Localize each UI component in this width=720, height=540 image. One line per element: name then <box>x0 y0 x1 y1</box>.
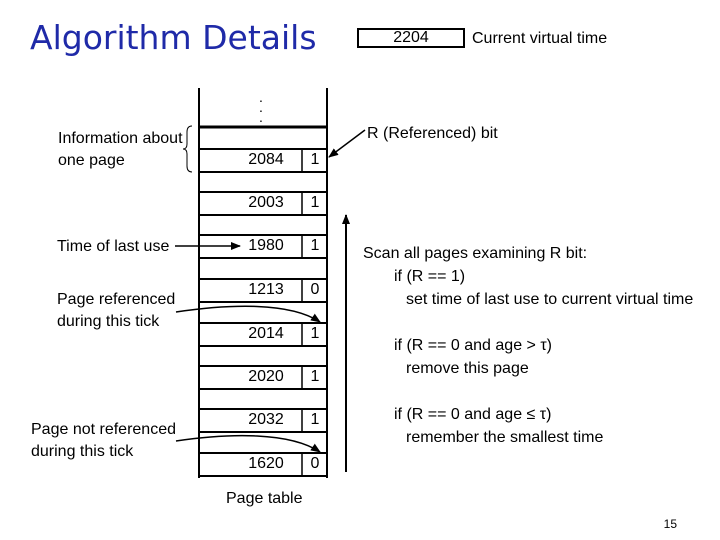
page-not-referenced-arrow <box>176 436 320 452</box>
row-4-time: 1213 <box>248 281 284 298</box>
row-5-r-bit: 1 <box>310 325 320 342</box>
row-5-time: 2014 <box>248 325 284 342</box>
condition-r-equals-1: if (R == 1) <box>394 268 466 285</box>
page-number: 15 <box>663 517 677 531</box>
r-bit-label: R (Referenced) bit <box>367 125 498 142</box>
row-4-r-bit: 0 <box>310 281 320 298</box>
condition-r0-age-greater: if (R == 0 and age > τ) <box>394 337 552 354</box>
page-table-caption: Page table <box>226 490 303 507</box>
action-remember-smallest: remember the smallest time <box>406 429 604 446</box>
row-1-r-bit: 1 <box>310 151 320 168</box>
row-8-r-bit: 0 <box>310 455 320 472</box>
scan-instruction: Scan all pages examining R bit: <box>363 245 588 262</box>
page-referenced-arrow <box>176 306 320 322</box>
page-referenced-label-line2: during this tick <box>57 313 160 330</box>
current-virtual-time-label: Current virtual time <box>472 30 608 47</box>
current-virtual-time-value: 2204 <box>357 28 465 48</box>
row-7-r-bit: 1 <box>310 411 320 428</box>
row-2-r-bit: 1 <box>310 194 320 211</box>
table-continuation-dots: . . . <box>259 89 263 125</box>
page-not-referenced-label-line2: during this tick <box>31 443 134 460</box>
row-3-r-bit: 1 <box>310 237 320 254</box>
action-set-time: set time of last use to current virtual time <box>406 291 694 308</box>
condition-r0-age-less-equal: if (R == 0 and age ≤ τ) <box>394 406 552 423</box>
row-7-time: 2032 <box>248 411 284 428</box>
action-remove-page: remove this page <box>406 360 529 377</box>
row-3-time: 1980 <box>248 237 284 254</box>
time-last-use-label: Time of last use <box>57 238 170 255</box>
row-8-time: 1620 <box>248 455 284 472</box>
info-about-page-label-line2: one page <box>58 152 125 169</box>
slide-title: Algorithm Details <box>30 18 317 57</box>
page-not-referenced-label-line1: Page not referenced <box>31 421 176 438</box>
info-brace <box>183 126 192 172</box>
r-bit-arrow <box>329 130 365 157</box>
row-6-r-bit: 1 <box>310 368 320 385</box>
page-referenced-label-line1: Page referenced <box>57 291 176 308</box>
info-about-page-label-line1: Information about <box>58 130 183 147</box>
row-1-time: 2084 <box>248 151 284 168</box>
row-2-time: 2003 <box>248 194 284 211</box>
row-6-time: 2020 <box>248 368 284 385</box>
